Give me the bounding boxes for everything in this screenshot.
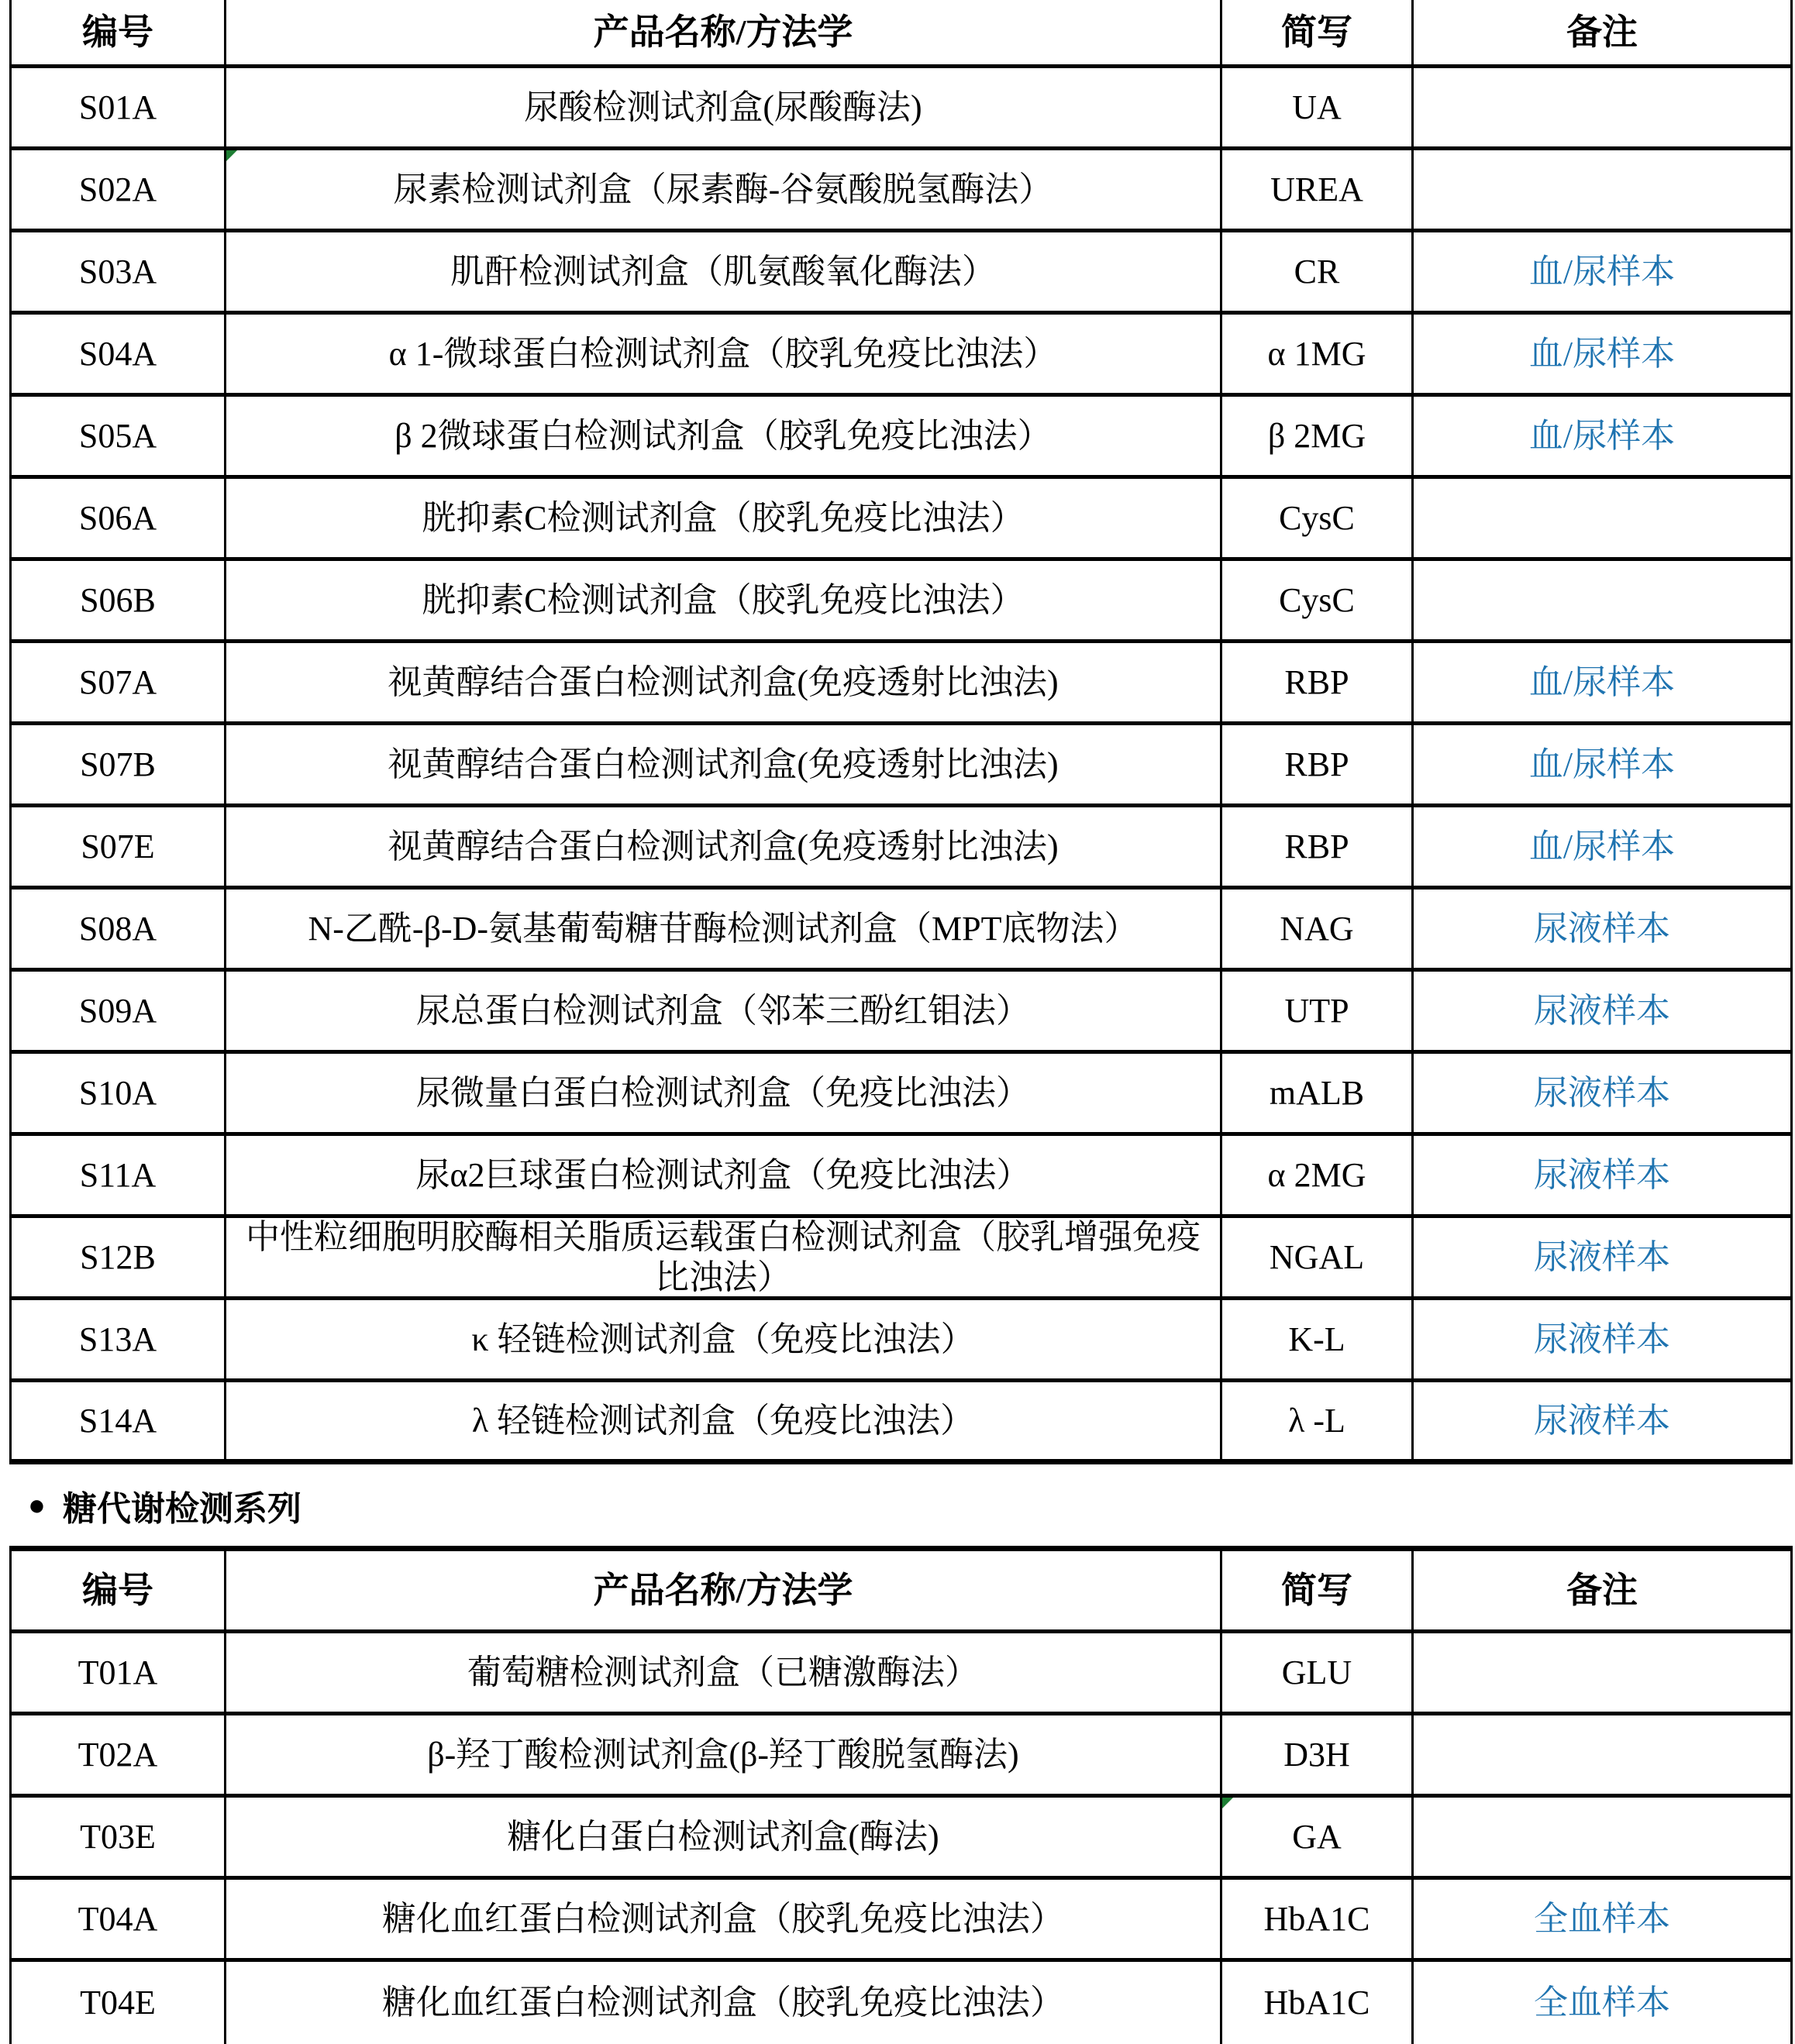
section-header bbox=[0, 1464, 1795, 1546]
column-header-code: 编号 bbox=[12, 0, 226, 64]
product-name-cell bbox=[226, 1054, 1222, 1132]
product-code-cell bbox=[12, 150, 226, 229]
cell-text: D3H bbox=[1283, 1735, 1350, 1774]
product-code-cell bbox=[12, 1054, 226, 1132]
header-row bbox=[12, 1551, 1790, 1633]
cell-text: 视黄醇结合蛋白检测试剂盒(免疫透射比浊法) bbox=[388, 745, 1059, 783]
table-row bbox=[12, 561, 1790, 643]
cell-text: T01A bbox=[78, 1653, 158, 1691]
cell-text: 尿液样本 bbox=[1534, 1237, 1670, 1276]
product-code-cell bbox=[12, 397, 226, 475]
product-code-cell bbox=[12, 561, 226, 639]
product-name-cell bbox=[226, 890, 1222, 968]
product-name-cell bbox=[226, 1962, 1222, 2044]
cell-text: S07E bbox=[81, 827, 155, 865]
remark-cell bbox=[1414, 972, 1790, 1050]
cell-text: β 2微球蛋白检测试剂盒（胶乳免疫比浊法） bbox=[394, 416, 1052, 455]
product-name-cell bbox=[226, 150, 1222, 229]
remark-cell bbox=[1414, 1054, 1790, 1132]
product-code-cell bbox=[12, 1218, 226, 1296]
table-row bbox=[12, 643, 1790, 725]
product-name-cell bbox=[226, 1715, 1222, 1794]
cell-text: mALB bbox=[1269, 1073, 1365, 1112]
cell-text: S12B bbox=[80, 1237, 156, 1276]
product-code-cell bbox=[12, 479, 226, 557]
cell-text: 胱抑素C检测试剂盒（胶乳免疫比浊法） bbox=[422, 580, 1025, 619]
product-name-cell bbox=[226, 1218, 1222, 1296]
cell-text: S09A bbox=[78, 991, 157, 1030]
column-header-code: 编号 bbox=[12, 1551, 226, 1629]
product-name-cell bbox=[226, 1880, 1222, 1958]
cell-text: β 2MG bbox=[1267, 416, 1366, 455]
cell-text: S07A bbox=[78, 662, 157, 701]
table-row bbox=[12, 479, 1790, 561]
remark-cell bbox=[1414, 1300, 1790, 1378]
cell-text: UTP bbox=[1284, 991, 1349, 1030]
remark-cell bbox=[1414, 807, 1790, 886]
cell-text: 尿液样本 bbox=[1534, 1401, 1670, 1440]
cell-text: CR bbox=[1294, 252, 1340, 291]
table-row bbox=[12, 1300, 1790, 1382]
abbreviation-cell bbox=[1222, 1218, 1414, 1296]
cell-text: 肌酐检测试剂盒（肌氨酸氧化酶法） bbox=[450, 252, 996, 291]
cell-text: HbA1C bbox=[1263, 1984, 1370, 2022]
product-code-cell bbox=[12, 1880, 226, 1958]
abbreviation-cell bbox=[1222, 479, 1414, 557]
abbreviation-cell bbox=[1222, 1715, 1414, 1794]
cell-text: α 2MG bbox=[1267, 1155, 1366, 1194]
remark-cell bbox=[1414, 1962, 1790, 2044]
column-header-abbr: 简写 bbox=[1222, 0, 1414, 64]
remark-cell bbox=[1414, 315, 1790, 393]
abbreviation-cell bbox=[1222, 1054, 1414, 1132]
remark-cell bbox=[1414, 1715, 1790, 1794]
cell-text: T02A bbox=[78, 1735, 158, 1774]
cell-text: β-羟丁酸检测试剂盒(β-羟丁酸脱氢酶法) bbox=[427, 1735, 1019, 1774]
cell-text: 尿液样本 bbox=[1534, 991, 1670, 1030]
product-name-cell bbox=[226, 1633, 1222, 1712]
cell-text: S06A bbox=[78, 498, 157, 537]
cell-text: 尿液样本 bbox=[1534, 1320, 1670, 1358]
product-name-cell bbox=[226, 1300, 1222, 1378]
remark-cell bbox=[1414, 1218, 1790, 1296]
cell-text: HbA1C bbox=[1263, 1899, 1370, 1938]
cell-text: 胱抑素C检测试剂盒（胶乳免疫比浊法） bbox=[422, 498, 1025, 537]
cell-text: 全血样本 bbox=[1534, 1984, 1670, 2022]
cell-text: 血/尿样本 bbox=[1528, 827, 1676, 865]
abbreviation-cell bbox=[1222, 1382, 1414, 1459]
product-name-cell bbox=[226, 315, 1222, 393]
cell-text: λ 轻链检测试剂盒（免疫比浊法） bbox=[471, 1401, 975, 1440]
cell-text: RBP bbox=[1284, 662, 1349, 701]
product-code-cell bbox=[12, 643, 226, 721]
abbreviation-cell bbox=[1222, 232, 1414, 311]
column-header-name: 产品名称/方法学 bbox=[226, 1551, 1222, 1629]
table-row bbox=[12, 1715, 1790, 1798]
product-name-cell bbox=[226, 1798, 1222, 1876]
cell-text: S05A bbox=[78, 416, 157, 455]
cell-text: 尿总蛋白检测试剂盒（邻苯三酚红钼法） bbox=[416, 991, 1030, 1030]
product-name-cell bbox=[226, 1136, 1222, 1214]
abbreviation-cell bbox=[1222, 1962, 1414, 2044]
product-code-cell bbox=[12, 232, 226, 311]
cell-text: S06B bbox=[80, 580, 156, 619]
abbreviation-cell bbox=[1222, 561, 1414, 639]
cell-text: λ -L bbox=[1288, 1401, 1345, 1440]
product-name-cell bbox=[226, 725, 1222, 803]
cell-text: RBP bbox=[1284, 827, 1349, 865]
cell-text: 全血样本 bbox=[1534, 1899, 1670, 1938]
cell-text: S03A bbox=[78, 252, 157, 291]
abbreviation-cell bbox=[1222, 1136, 1414, 1214]
cell-text: UREA bbox=[1270, 170, 1363, 208]
product-code-cell bbox=[12, 972, 226, 1050]
cell-text: 尿α2巨球蛋白检测试剂盒（免疫比浊法） bbox=[415, 1155, 1031, 1194]
remark-cell bbox=[1414, 479, 1790, 557]
cell-text: NGAL bbox=[1269, 1237, 1365, 1276]
product-name-cell bbox=[226, 972, 1222, 1050]
cell-text: 糖化血红蛋白检测试剂盒（胶乳免疫比浊法） bbox=[382, 1984, 1064, 2022]
remark-cell bbox=[1414, 561, 1790, 639]
cell-text: GLU bbox=[1281, 1653, 1352, 1691]
bullet-icon: ● bbox=[28, 1488, 46, 1522]
abbreviation-cell bbox=[1222, 68, 1414, 146]
product-code-cell bbox=[12, 890, 226, 968]
column-header-name: 产品名称/方法学 bbox=[226, 0, 1222, 64]
abbreviation-cell bbox=[1222, 1633, 1414, 1712]
product-code-cell bbox=[12, 1798, 226, 1876]
product-code-cell bbox=[12, 1382, 226, 1459]
cell-text: S04A bbox=[78, 334, 157, 373]
cell-text: 尿酸检测试剂盒(尿酸酶法) bbox=[524, 88, 922, 126]
product-name-cell bbox=[226, 561, 1222, 639]
abbreviation-cell bbox=[1222, 807, 1414, 886]
abbreviation-cell bbox=[1222, 890, 1414, 968]
table-row bbox=[12, 1962, 1790, 2044]
cell-text: T04E bbox=[80, 1984, 156, 2022]
cell-text: CysC bbox=[1279, 580, 1355, 619]
remark-cell bbox=[1414, 232, 1790, 311]
remark-cell bbox=[1414, 1880, 1790, 1958]
column-header-remark: 备注 bbox=[1566, 12, 1638, 52]
section-title: 糖代谢检测系列 bbox=[62, 1489, 301, 1528]
table-row bbox=[12, 1633, 1790, 1715]
cell-text: 尿液样本 bbox=[1534, 1073, 1670, 1112]
abbreviation-cell bbox=[1222, 150, 1414, 229]
product-code-cell bbox=[12, 315, 226, 393]
product-name-cell bbox=[226, 397, 1222, 475]
cell-text: α 1MG bbox=[1267, 334, 1366, 373]
abbreviation-cell bbox=[1222, 1300, 1414, 1378]
cell-text: 中性粒细胞明胶酶相关脂质运载蛋白检测试剂盒（胶乳增强免疫比浊法） bbox=[246, 1218, 1201, 1296]
product-name-cell bbox=[226, 643, 1222, 721]
remark-cell bbox=[1414, 397, 1790, 475]
cell-text: CysC bbox=[1279, 498, 1355, 537]
table-row bbox=[12, 397, 1790, 479]
abbreviation-cell bbox=[1222, 725, 1414, 803]
cell-text: 尿液样本 bbox=[1534, 1155, 1670, 1194]
product-name-cell bbox=[226, 807, 1222, 886]
cell-text: 血/尿样本 bbox=[1528, 252, 1676, 291]
remark-cell bbox=[1414, 1798, 1790, 1876]
abbreviation-cell bbox=[1222, 315, 1414, 393]
cell-text: S11A bbox=[79, 1155, 157, 1194]
table-row bbox=[12, 315, 1790, 397]
product-code-cell bbox=[12, 68, 226, 146]
cell-text: 血/尿样本 bbox=[1528, 662, 1676, 701]
column-header-remark: 备注 bbox=[1566, 1570, 1638, 1610]
remark-cell bbox=[1414, 890, 1790, 968]
table-row bbox=[12, 807, 1790, 890]
cell-text: 血/尿样本 bbox=[1528, 745, 1676, 783]
remark-cell bbox=[1414, 725, 1790, 803]
cell-text: 视黄醇结合蛋白检测试剂盒(免疫透射比浊法) bbox=[388, 662, 1059, 701]
cell-text: 视黄醇结合蛋白检测试剂盒(免疫透射比浊法) bbox=[388, 827, 1059, 865]
product-code-cell bbox=[12, 1300, 226, 1378]
cell-text: NAG bbox=[1280, 909, 1354, 948]
remark-cell bbox=[1414, 1136, 1790, 1214]
cell-text: T03E bbox=[80, 1817, 156, 1856]
remark-cell bbox=[1414, 1633, 1790, 1712]
table-row bbox=[12, 1880, 1790, 1962]
cell-text: S13A bbox=[78, 1320, 157, 1358]
cell-text: T04A bbox=[78, 1899, 158, 1938]
cell-text: UA bbox=[1292, 88, 1342, 126]
cell-text: S01A bbox=[78, 88, 157, 126]
abbreviation-cell bbox=[1222, 397, 1414, 475]
table-row bbox=[12, 150, 1790, 232]
cell-text: 糖化白蛋白检测试剂盒(酶法) bbox=[507, 1817, 939, 1856]
renal-products-table bbox=[9, 0, 1793, 1464]
cell-text: 血/尿样本 bbox=[1528, 334, 1676, 373]
abbreviation-cell bbox=[1222, 1880, 1414, 1958]
cell-text: 尿微量白蛋白检测试剂盒（免疫比浊法） bbox=[416, 1073, 1030, 1112]
cell-text: S07B bbox=[80, 745, 156, 783]
remark-cell bbox=[1414, 643, 1790, 721]
product-code-cell bbox=[12, 725, 226, 803]
abbreviation-cell bbox=[1222, 972, 1414, 1050]
table-row bbox=[12, 1054, 1790, 1136]
cell-text: 血/尿样本 bbox=[1528, 416, 1676, 455]
remark-cell bbox=[1414, 68, 1790, 146]
table-row bbox=[12, 725, 1790, 807]
cell-text: S02A bbox=[78, 170, 157, 208]
cell-text: κ 轻链检测试剂盒（免疫比浊法） bbox=[471, 1320, 975, 1358]
table-row bbox=[12, 1218, 1790, 1300]
product-code-cell bbox=[12, 1962, 226, 2044]
table-row bbox=[12, 890, 1790, 972]
product-code-cell bbox=[12, 1633, 226, 1712]
table-row bbox=[12, 972, 1790, 1054]
cell-text: K-L bbox=[1288, 1320, 1345, 1358]
comment-marker-icon bbox=[1222, 1798, 1233, 1808]
cell-text: 葡萄糖检测试剂盒（已糖激酶法） bbox=[467, 1653, 979, 1691]
product-code-cell bbox=[12, 807, 226, 886]
cell-text: 尿素检测试剂盒（尿素酶-谷氨酸脱氢酶法） bbox=[393, 170, 1053, 208]
table-row bbox=[12, 1382, 1790, 1464]
cell-text: 尿液样本 bbox=[1534, 909, 1670, 948]
comment-marker-icon bbox=[226, 150, 237, 161]
cell-text: S14A bbox=[78, 1401, 157, 1440]
cell-text: S10A bbox=[78, 1073, 157, 1112]
product-name-cell bbox=[226, 479, 1222, 557]
remark-cell bbox=[1414, 150, 1790, 229]
table-row bbox=[12, 232, 1790, 315]
product-code-cell bbox=[12, 1136, 226, 1214]
remark-cell bbox=[1414, 1382, 1790, 1459]
cell-text: N-乙酰-β-D-氨基葡萄糖苷酶检测试剂盒（MPT底物法） bbox=[308, 909, 1139, 948]
product-name-cell bbox=[226, 68, 1222, 146]
cell-text: α 1-微球蛋白检测试剂盒（胶乳免疫比浊法） bbox=[388, 334, 1058, 373]
product-code-cell bbox=[12, 1715, 226, 1794]
product-name-cell bbox=[226, 232, 1222, 311]
cell-text: 糖化血红蛋白检测试剂盒（胶乳免疫比浊法） bbox=[382, 1899, 1064, 1938]
abbreviation-cell bbox=[1222, 643, 1414, 721]
cell-text: RBP bbox=[1284, 745, 1349, 783]
table-row bbox=[12, 68, 1790, 150]
abbreviation-cell bbox=[1222, 1798, 1414, 1876]
cell-text: GA bbox=[1292, 1817, 1342, 1856]
product-name-cell bbox=[226, 1382, 1222, 1459]
header-row bbox=[12, 0, 1790, 68]
table-row bbox=[12, 1798, 1790, 1880]
cell-text: S08A bbox=[78, 909, 157, 948]
table-row bbox=[12, 1136, 1790, 1218]
column-header-abbr: 简写 bbox=[1222, 1551, 1414, 1629]
glucose-products-table bbox=[9, 1546, 1793, 2044]
